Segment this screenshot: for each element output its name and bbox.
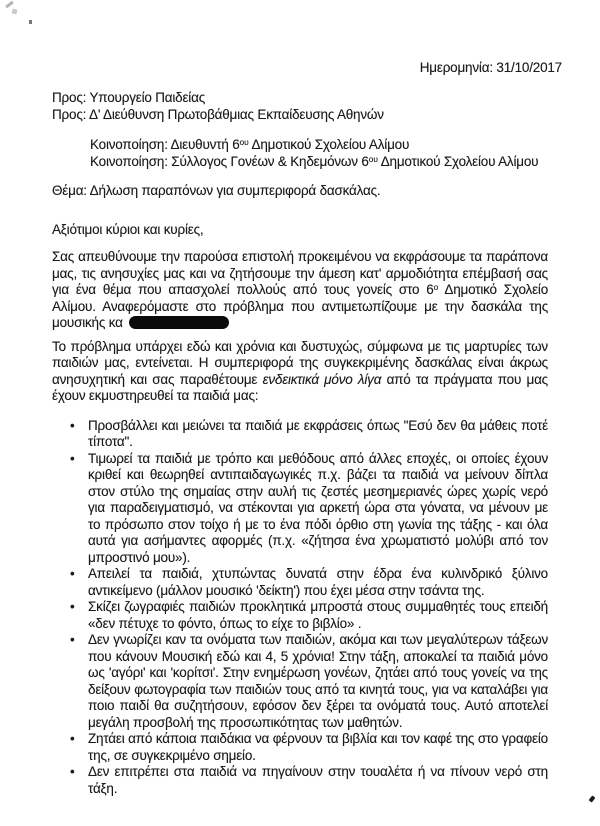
cc-text: Κοινοποίηση: Διευθυντή 6 bbox=[90, 137, 240, 152]
complaint-item-insults bbox=[88, 418, 548, 451]
paragraph-text: Σας απευθύνουμε την παρούσα επιστολή προκειμένου να εκφράσουμε τα παράπονα μας, τις ανησυχίες μας και να ζητήσουμε την άμεση κατ' αρμοδιότητα επέμβασή σας για ένα θέμα που απασχολεί πολλούς από τους γονείς στο 6 bbox=[52, 249, 548, 297]
cc-text: Δημοτικού Σχολείου Αλίμου bbox=[377, 153, 539, 169]
recipient-line-directorate: Προς: Δ' Διεύθυνση Πρωτοβάθμιας Εκπαίδευσης Αθηνών bbox=[52, 106, 384, 122]
paragraph-text: Το πρόβλημα υπάρχει εδώ και χρόνια και δυστυχώς, σύμφωνα με τις μαρτυρίες των παιδιών μας, εντείνεται. Η συμπεριφορά της συγκεκριμένης δασκάλας είναι άκρως ανησυχητική και σας παραθέτουμε bbox=[52, 338, 548, 387]
recipients-block bbox=[52, 90, 548, 123]
scan-speck-icon bbox=[589, 795, 596, 802]
complaint-text: Δεν επιτρέπει στα παιδιά να πηγαίνουν στην τουαλέτα ή να πίνουν νερό στη τάξη. bbox=[88, 764, 548, 796]
cc-line-principal bbox=[90, 137, 548, 154]
scan-smudge-icon bbox=[5, 1, 14, 9]
complaint-text: Τιμωρεί τα παιδιά με τρόπο και μεθόδους από άλλες εποχές, οι οποίες έχουν κριθεί και θεωρηθεί αντιπαιδαγωγικές π.χ. βάζει τα παιδιά να μείνουν δίπλα στον στύλο της σημαίας στην αυλή τις ζεστές μεσημεριανές ώρες χωρίς νερό για παραδειγματισμό, να στέκονται για αρκετή ώρα στα γόνατα, να μένουν με το πρόσωπο στον τοίχο ή με το ένα πόδι όρθιο στη γωνία της τάξης - και όλα αυτά για ασήμαντες αφορμές (π.χ. «ζήτησα ένα χρωματιστό μολύβι από τον μπροστινό μου»). bbox=[88, 450, 548, 565]
cc-line-parents-association bbox=[90, 154, 548, 171]
complaint-text: Σκίζει ζωγραφιές παιδιών προκλητικά μπροστά στους συμμαθητές τους επειδή «δεν πέτυχε το φόντο, όπως το είχε το βιβλίο» . bbox=[88, 599, 548, 631]
ordinal-superscript: ου bbox=[368, 153, 378, 164]
redaction-bar bbox=[129, 316, 229, 329]
cc-text: Κοινοποίηση: Σύλλογος Γονέων & Κηδεμόνων 6 bbox=[90, 153, 369, 169]
complaint-item-tearing-drawings bbox=[88, 599, 548, 632]
complaint-text: Δεν γνωρίζει καν τα ονόματα των παιδιών, ακόμα και των μεγαλύτερων τάξεων που κάνουν Μουσική εδώ και 4, 5 χρόνια! Στην τάξη, αποκαλεί τα παιδιά μόνο ως 'αγόρι' και 'κορίτσι'. Στην ενημέρωση γονέων, ζητάει από τους γονείς να της δείξουν φωτογραφία των παιδιών τους από τα κινητά τους, για να καταλάβει για ποιο παιδί θα συζητήσουν, εφόσον δεν ξέρει τα ονόματά τους. Αυτό αποτελεί μεγάλη προσβολή της προσωπικότητας των μαθητών. bbox=[88, 632, 548, 730]
scan-speck-icon bbox=[29, 20, 32, 24]
problem-paragraph bbox=[52, 339, 548, 405]
ordinal-superscript: ου bbox=[239, 136, 249, 147]
paragraph-text: από τα πράγματα που μας έχουν εκμυστηρευθεί τα παιδιά μας: bbox=[52, 371, 548, 403]
complaints-list bbox=[52, 418, 548, 798]
intro-paragraph bbox=[52, 249, 548, 332]
subject-line: Θέμα: Δήλωση παραπόνων για συμπεριφορά δασκάλας. bbox=[52, 183, 381, 198]
recipient-line-ministry: Προς: Υπουργείο Παιδείας bbox=[52, 90, 206, 105]
emphasized-text: ενδεικτικά μόνο λίγα bbox=[262, 371, 382, 387]
complaint-text: Προσβάλλει και μειώνει τα παιδιά με εκφράσεις όπως "Εσύ δεν θα μάθεις ποτέ τίποτα". bbox=[88, 417, 548, 449]
complaint-text: Ζητάει από κάποια παιδάκια να φέρνουν τα βιβλία και τον καφέ της στο γραφείο της, σε συγκεκριμένο σημείο. bbox=[88, 731, 548, 763]
complaint-item-toilet-water bbox=[88, 764, 548, 797]
scan-smudge-icon bbox=[11, 8, 17, 14]
complaint-text: Απειλεί τα παιδιά, χτυπώντας δυνατά στην έδρα ένα κυλινδρικό ξύλινο αντικείμενο (μάλλον μουσικό 'δείκτη') που έχει μέσα στην τσάντα της. bbox=[88, 566, 548, 598]
complaint-item-threats bbox=[88, 566, 548, 599]
complaint-item-punishments bbox=[88, 451, 548, 567]
complaint-item-coffee-errands bbox=[88, 731, 548, 764]
cc-text: Δημοτικού Σχολείου Αλίμου bbox=[248, 137, 410, 152]
salutation: Αξιότιμοι κύριοι και κυρίες, bbox=[52, 221, 204, 237]
cc-block bbox=[90, 137, 548, 170]
ordinal-superscript: ο bbox=[433, 281, 439, 292]
paragraph-text: Δημοτικό Σχολείο Αλίμου. Αναφερόμαστε στο πρόβλημα που αντιμετωπίζουμε με την δασκάλα της μουσικής κα bbox=[52, 282, 549, 330]
complaint-item-names bbox=[88, 632, 548, 731]
date-line: Ημερομηνία: 31/10/2017 bbox=[419, 60, 562, 75]
